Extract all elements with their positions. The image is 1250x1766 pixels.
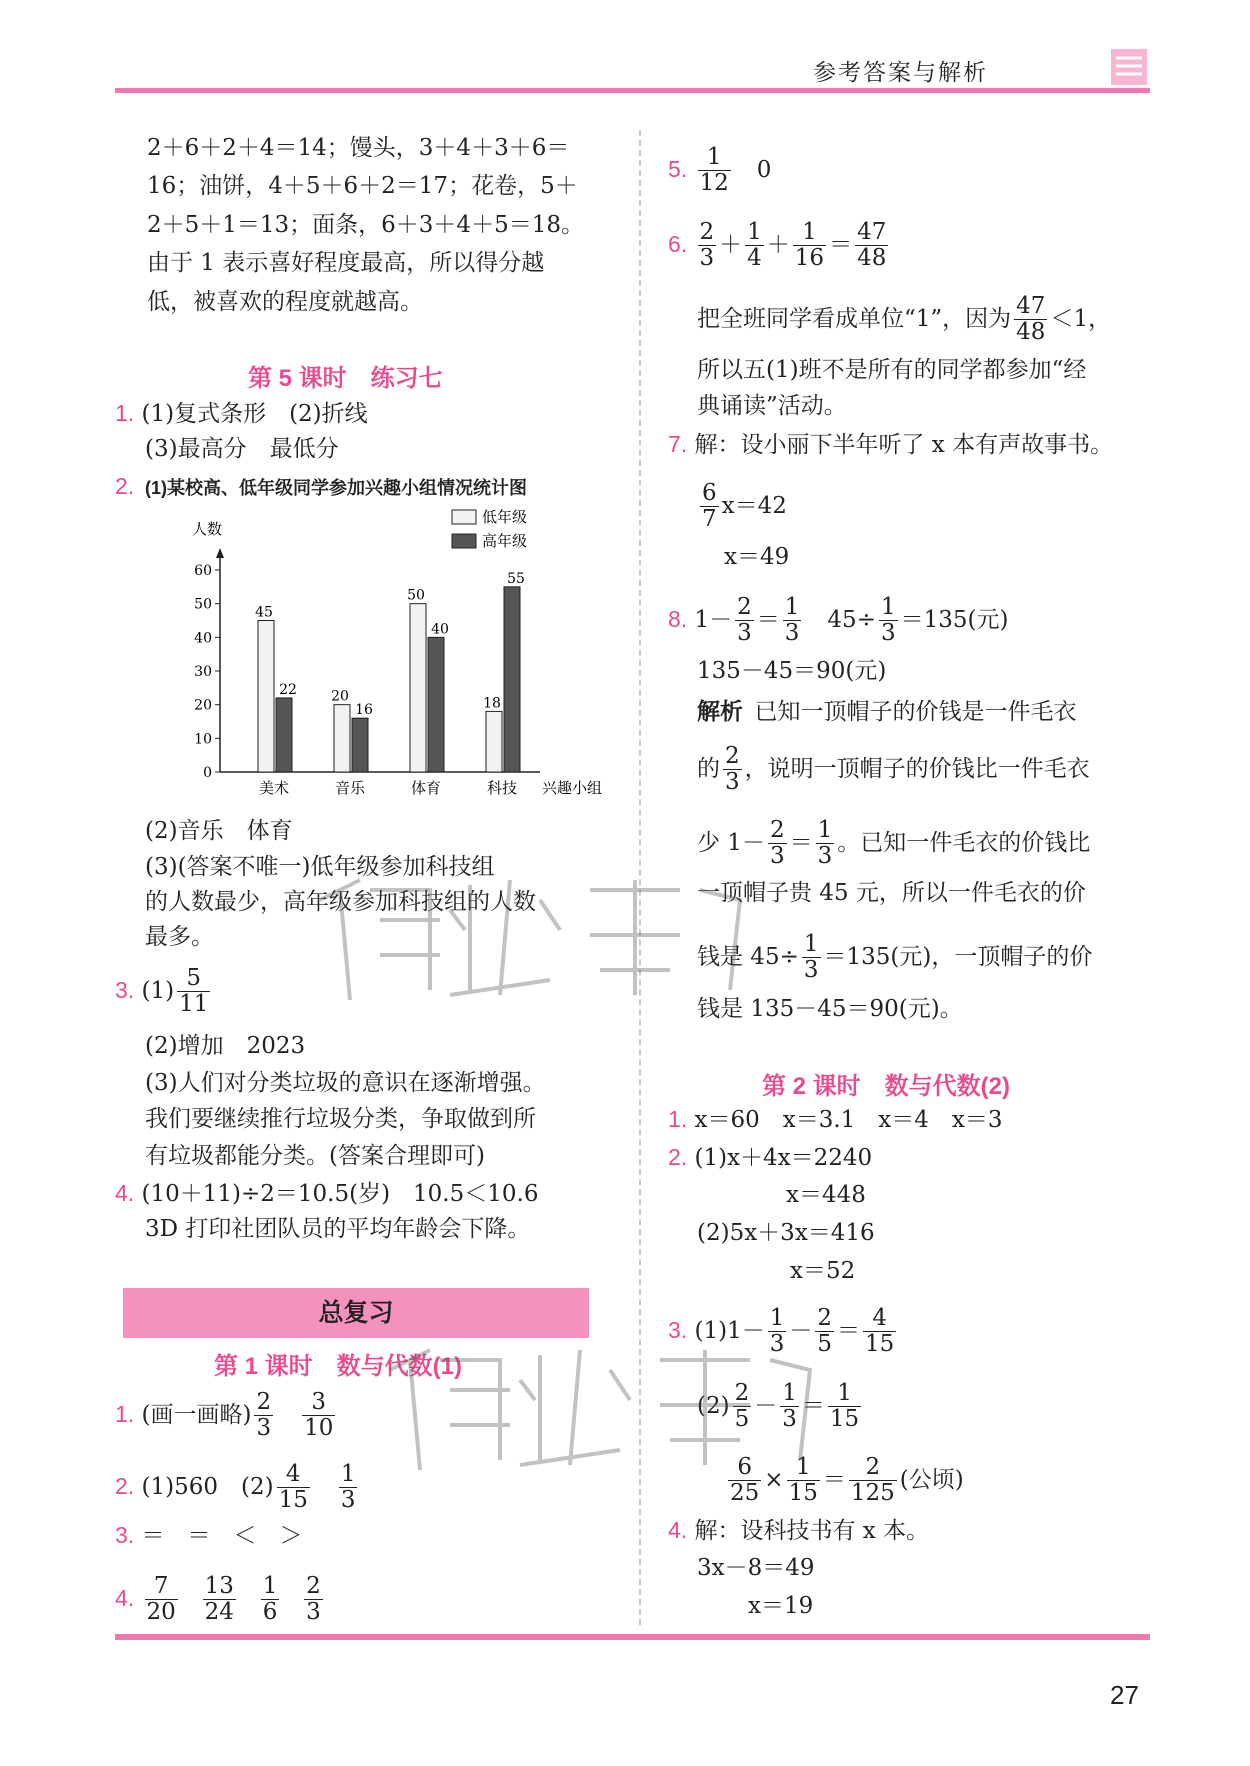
bar-low-2 <box>410 604 426 772</box>
q4-answer: (10＋11)÷2＝10.5(岁) 10.5＜10.6 <box>141 1181 539 1207</box>
s2-answer: (2)5x＋3x＝416 <box>697 1220 875 1246</box>
q-number: 2. <box>668 1144 688 1170</box>
fraction: $\frac{2}{3}$ <box>256 1389 272 1442</box>
bar-high-1 <box>352 718 368 772</box>
fraction: $\frac{1}{15}$ <box>788 1454 818 1507</box>
fraction: $\frac{5}{11}$ <box>179 965 209 1018</box>
chart-caption: (1)某校高、低年级同学参加兴趣小组情况统计图 <box>145 478 527 498</box>
q8-explain: ＝135(元)，一顶帽子的价 <box>823 943 1093 970</box>
q-number: 5. <box>668 155 688 182</box>
fraction: $\frac{1}{12}$ <box>699 144 729 197</box>
q6-explain: ＜1， <box>1050 305 1112 332</box>
q2-answer: (2)音乐 体育 <box>145 818 293 844</box>
q8-text: 45÷ <box>827 606 876 633</box>
legend-label-low: 低年级 <box>482 508 528 526</box>
q1-answer: (3)最高分 最低分 <box>145 436 339 462</box>
fraction: $\frac{3}{10}$ <box>304 1389 334 1442</box>
fraction: $\frac{2}{125}$ <box>850 1454 895 1507</box>
header-title: 参考答案与解析 <box>813 60 988 86</box>
intro-line: 2＋5＋1＝13；面条，6＋3＋4＋5＝18。 <box>147 212 584 238</box>
r3-text: ＝ ＝ ＜ ＞ <box>141 1523 303 1549</box>
q5-answer: 0 <box>756 156 772 183</box>
fraction: $\frac{4}{15}$ <box>865 1305 895 1358</box>
q8-explain: 钱是 135－45＝90(元)。 <box>697 996 963 1022</box>
bar-value-label: 50 <box>407 587 425 604</box>
q2-answer: (3)(答案不唯一)低年级参加科技组 <box>145 854 495 880</box>
y-tick-label: 10 <box>194 731 212 748</box>
intro-line: 低，被喜欢的程度就越高。 <box>147 289 423 315</box>
s3-text: (公顷) <box>899 1466 964 1493</box>
chart-xlabel: 兴趣小组 <box>542 779 603 797</box>
fraction: $\frac{2}{3}$ <box>769 817 785 870</box>
fraction: $\frac{1}{3}$ <box>782 1380 797 1433</box>
bar-high-2 <box>428 637 444 772</box>
q8-explain: 一顶帽子贵 45 元，所以一件毛衣的价 <box>697 880 1086 906</box>
fraction: $\frac{1}{3}$ <box>784 594 800 647</box>
q-number: 3. <box>668 1316 688 1343</box>
header-rule <box>115 88 1150 93</box>
y-axis-arrow <box>216 548 224 558</box>
fraction: $\frac{1}{3}$ <box>880 594 896 647</box>
x-category-label: 科技 <box>486 779 518 797</box>
bar-value-label: 40 <box>431 621 449 638</box>
analysis-label: 解析 <box>697 698 743 724</box>
q-number: 4. <box>115 1584 135 1611</box>
footer-rule <box>115 1634 1150 1640</box>
bar-value-label: 45 <box>255 604 273 621</box>
s2-answer: x＝52 <box>790 1258 856 1284</box>
q3-answer: 有垃圾都能分类。(答案合理即可) <box>145 1143 485 1169</box>
s3-text: ＝ <box>801 1392 825 1419</box>
s3-text: (2) <box>697 1392 730 1419</box>
y-tick-label: 30 <box>194 664 212 680</box>
q8-explain: ，说明一顶帽子的价钱比一件毛衣 <box>744 755 1090 782</box>
q3-answer: (2)增加 2023 <box>145 1033 306 1059</box>
bar-value-label: 22 <box>279 681 297 698</box>
fraction: $\frac{1}{6}$ <box>262 1573 278 1626</box>
q8-explain: 已知一顶帽子的价钱是一件毛衣 <box>754 699 1077 725</box>
legend-label-high: 高年级 <box>482 532 528 550</box>
q-number: 1. <box>115 1400 135 1427</box>
fraction: $\frac{2}{5}$ <box>734 1380 750 1433</box>
s3-text: × <box>764 1466 784 1493</box>
review-lesson1-title: 第 1 课时 数与代数(1) <box>214 1353 463 1380</box>
q3-answer: (3)人们对分类垃圾的意识在逐渐增强。 <box>145 1070 546 1096</box>
q7-answer: 解：设小丽下半年听了 x 本有声故事书。 <box>694 432 1114 458</box>
x-category-label: 音乐 <box>334 779 366 797</box>
s3-text: (1)1－ <box>694 1317 765 1344</box>
intro-line: 2＋6＋2＋4＝14；馒头，3＋4＋3＋6＝ <box>147 135 570 161</box>
q-number: 7. <box>668 431 688 457</box>
q6-explain: 把全班同学看成单位“1”，因为 <box>697 305 1012 332</box>
page-number: 27 <box>1110 1680 1139 1710</box>
q8-explain: 少 1－ <box>697 829 765 856</box>
legend-swatch-high <box>452 534 476 548</box>
q-number: 4. <box>668 1517 688 1543</box>
x-category-label: 美术 <box>258 779 290 797</box>
bar-high-3 <box>504 587 520 772</box>
fraction: $\frac{47}{48}$ <box>857 219 887 272</box>
q3-answer: 我们要继续推行垃圾分类，争取做到所 <box>145 1106 536 1132</box>
book-icon <box>1110 48 1148 86</box>
q8-explain: 的 <box>697 755 720 782</box>
fraction: $\frac{2}{3}$ <box>699 219 715 272</box>
fraction: $\frac{1}{3}$ <box>817 817 833 870</box>
q8-text: ＝135(元) <box>900 606 1009 633</box>
bar-value-label: 16 <box>355 702 373 719</box>
x-category-label: 体育 <box>410 779 442 797</box>
q2-answer: 最多。 <box>145 924 214 950</box>
fraction: $\frac{2}{3}$ <box>306 1573 321 1626</box>
q7-answer: x＝49 <box>724 544 790 570</box>
q6-explain: 所以五(1)班不是所有的同学都参加“经 <box>697 357 1087 383</box>
q8-explain: 钱是 45÷ <box>697 943 799 970</box>
chart-ylabel: 人数 <box>192 520 223 538</box>
q-number: 6. <box>668 230 688 257</box>
bar-value-label: 55 <box>507 570 525 587</box>
fraction: $\frac{1}{16}$ <box>794 219 825 272</box>
intro-line: 由于 1 表示喜好程度最高，所以得分越 <box>147 250 545 276</box>
q4-answer: 3D 打印社团队员的平均年龄会下降。 <box>145 1216 531 1242</box>
q3-part: (1) <box>141 977 175 1004</box>
q8-text: 1－ <box>694 606 733 633</box>
lesson5-title: 第 5 课时 练习七 <box>248 365 443 392</box>
y-tick-label: 50 <box>194 596 212 613</box>
fraction: $\frac{6}{7}$ <box>702 480 717 533</box>
q8-text: ＝ <box>756 606 780 633</box>
lesson2-title: 第 2 课时 数与代数(2) <box>762 1073 1011 1100</box>
q-number: 2. <box>115 473 135 499</box>
fraction: $\frac{47}{48}$ <box>1016 293 1046 346</box>
q-number: 1. <box>115 400 135 426</box>
fraction: $\frac{2}{5}$ <box>817 1305 832 1358</box>
s3-text: － <box>789 1317 813 1344</box>
fraction: $\frac{1}{3}$ <box>340 1461 356 1514</box>
bar-low-3 <box>486 711 502 772</box>
fraction: $\frac{1}{3}$ <box>769 1305 785 1358</box>
bar-chart <box>180 500 620 810</box>
bar-value-label: 20 <box>331 688 349 705</box>
s4-answer: x＝19 <box>748 1593 814 1619</box>
watermark-1 <box>300 860 770 1010</box>
s3-text: ＝ <box>822 1466 846 1493</box>
intro-line: 16；油饼，4＋5＋6＋2＝17；花卷，5＋ <box>147 173 578 199</box>
fraction: $\frac{2}{3}$ <box>725 743 740 796</box>
q1-answer: (1)复式条形 (2)折线 <box>141 401 368 427</box>
y-tick-label: 20 <box>194 697 212 714</box>
bar-high-0 <box>276 698 292 772</box>
r1-text: (画一画略) <box>141 1401 252 1428</box>
s4-answer: 3x－8＝49 <box>697 1555 815 1581</box>
bar-value-label: 18 <box>483 695 501 712</box>
fraction: $\frac{1}{15}$ <box>829 1380 860 1433</box>
q-number: 1. <box>668 1106 688 1132</box>
bar-low-0 <box>258 621 274 773</box>
y-tick-label: 0 <box>203 765 212 781</box>
y-tick-label: 60 <box>194 563 212 579</box>
s2-answer: x＝448 <box>786 1182 866 1208</box>
fraction: $\frac{2}{3}$ <box>737 594 752 647</box>
review-title: 总复习 <box>318 1299 394 1327</box>
q6-explain: 典诵读”活动。 <box>697 393 847 419</box>
s2-answer: (1)x＋4x＝2240 <box>694 1145 873 1171</box>
q-number: 3. <box>115 1522 135 1548</box>
s3-text: － <box>754 1392 778 1419</box>
q8-explain: 。已知一件毛衣的价钱比 <box>837 829 1091 856</box>
s3-text: ＝ <box>837 1317 860 1344</box>
watermark-2 <box>370 1330 840 1480</box>
s1-answer: x＝60 x＝3.1 x＝4 x＝3 <box>694 1107 1003 1133</box>
y-tick-label: 40 <box>194 630 212 647</box>
q8-explain: ＝ <box>789 829 813 856</box>
q8-answer: 135－45＝90(元) <box>697 658 887 684</box>
r2-text: (1)560 (2) <box>141 1473 274 1500</box>
q2-answer: 的人数最少，高年级参加科技组的人数 <box>145 889 536 915</box>
bar-low-1 <box>334 705 350 772</box>
legend-swatch-low <box>452 510 476 524</box>
fraction: $\frac{1}{3}$ <box>803 931 819 984</box>
q-number: 3. <box>115 976 135 1003</box>
q-number: 2. <box>115 1472 135 1499</box>
q7-answer: x＝42 <box>721 492 787 519</box>
q-number: 8. <box>668 605 688 632</box>
q-number: 4. <box>115 1180 135 1206</box>
fraction: $\frac{1}{4}$ <box>747 219 762 272</box>
s4-answer: 解：设科技书有 x 本。 <box>694 1518 930 1544</box>
fraction: $\frac{6}{25}$ <box>730 1454 760 1507</box>
fraction: $\frac{13}{24}$ <box>204 1573 234 1626</box>
fraction: $\frac{4}{15}$ <box>278 1461 308 1514</box>
fraction: $\frac{7}{20}$ <box>146 1573 176 1626</box>
